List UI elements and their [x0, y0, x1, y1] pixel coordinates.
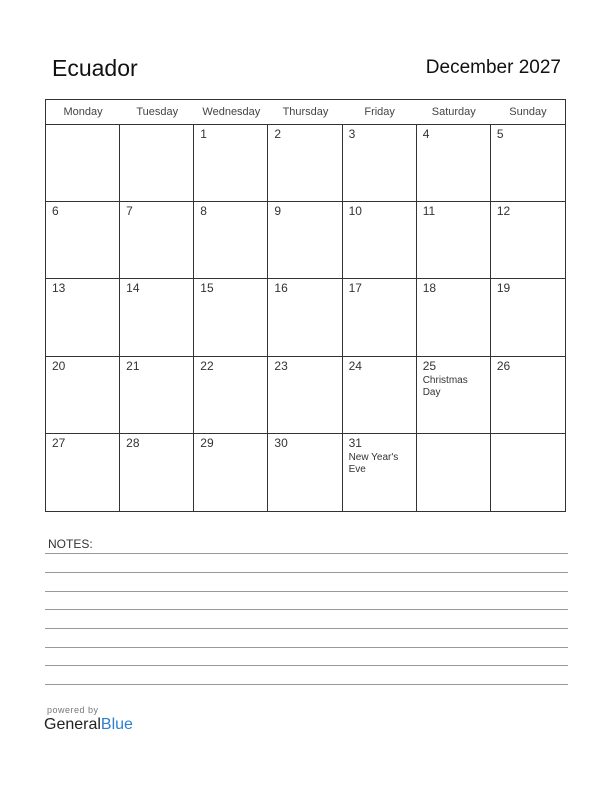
notes-line: [45, 665, 568, 666]
notes-line: [45, 628, 568, 629]
notes-line: [45, 609, 568, 610]
day-cell: [120, 357, 194, 434]
day-cell: [194, 202, 268, 279]
day-cell: [491, 125, 565, 202]
day-cell: [343, 202, 417, 279]
day-number: 17: [348, 281, 362, 296]
day-cell: [343, 357, 417, 434]
day-number: 18: [422, 281, 437, 296]
country-title: Ecuador: [52, 55, 138, 81]
weekday-header: Thursday: [282, 106, 329, 118]
day-cells: [46, 125, 565, 511]
notes-line: [45, 572, 568, 573]
day-cell: [417, 357, 491, 434]
weekday-header: Tuesday: [136, 106, 179, 118]
notes-line: [45, 647, 568, 648]
day-number: 6: [52, 204, 59, 219]
day-cell: [491, 279, 565, 356]
day-number: 29: [200, 435, 214, 450]
day-number: 19: [496, 281, 511, 296]
holiday-label: Christmas Day: [422, 374, 468, 398]
day-cell: [268, 125, 342, 202]
brand-name-general: General: [44, 716, 101, 733]
day-number: 27: [52, 435, 66, 450]
day-cell: [46, 279, 120, 356]
day-cell: [120, 125, 194, 202]
day-number: 26: [496, 358, 511, 373]
day-cell: [46, 202, 120, 279]
day-number: 24: [348, 358, 362, 373]
day-number: 31: [348, 435, 362, 450]
day-cell: [417, 434, 491, 511]
calendar-grid: [45, 99, 566, 512]
day-cell: [268, 202, 342, 279]
day-cell: [120, 279, 194, 356]
day-number: 9: [274, 204, 282, 219]
day-number: 23: [274, 358, 288, 373]
day-number: 20: [52, 358, 66, 373]
notes-label: NOTES:: [48, 537, 93, 551]
day-cell: [343, 279, 417, 356]
day-cell: [417, 202, 491, 279]
day-number: 5: [496, 127, 504, 141]
day-cell: [194, 279, 268, 356]
day-number: 8: [200, 204, 207, 219]
day-cell: [491, 434, 565, 511]
day-number: 1: [200, 127, 207, 141]
brand-logo: [44, 716, 133, 734]
day-cell: [343, 125, 417, 202]
day-number: 22: [200, 358, 214, 373]
notes-line: [45, 553, 568, 554]
weekday-header: Saturday: [431, 106, 476, 118]
holiday-label: New Year's Eve: [348, 451, 399, 475]
brand-name-blue: Blue: [100, 716, 133, 733]
month-title: December 2027: [425, 57, 561, 78]
day-number: 16: [274, 281, 288, 296]
day-number: 28: [126, 435, 140, 450]
day-cell: [268, 279, 342, 356]
weekday-header: Wednesday: [202, 106, 261, 118]
day-cell: [194, 357, 268, 434]
day-cell: [120, 202, 194, 279]
day-cell: [46, 434, 120, 511]
day-number: 21: [126, 358, 140, 373]
day-cell: [268, 357, 342, 434]
day-cell: [194, 434, 268, 511]
day-cell: [268, 434, 342, 511]
weekday-header: Friday: [364, 106, 395, 118]
weekday-header: Sunday: [509, 106, 547, 118]
day-cell: [491, 357, 565, 434]
day-number: 12: [496, 204, 511, 219]
notes-line: [45, 684, 568, 685]
day-number: 14: [126, 281, 140, 296]
day-number: 7: [126, 204, 133, 219]
day-cell: [343, 434, 417, 511]
day-number: 2: [274, 127, 282, 141]
day-number: 11: [422, 204, 436, 219]
day-cell: [491, 202, 565, 279]
day-cell: [120, 434, 194, 511]
day-number: 15: [200, 281, 214, 296]
day-number: 4: [422, 127, 430, 141]
day-number: 25: [422, 358, 437, 373]
day-cell: [417, 125, 491, 202]
day-number: 10: [348, 204, 362, 219]
day-cell: [417, 279, 491, 356]
day-cell: [194, 125, 268, 202]
day-number: 30: [274, 435, 288, 450]
day-cell: [46, 125, 120, 202]
weekday-header-row: [46, 100, 565, 125]
day-number: 3: [348, 127, 356, 141]
weekday-header: Monday: [63, 106, 103, 118]
day-number: 13: [52, 281, 66, 296]
powered-by-text: powered by: [47, 705, 99, 715]
day-cell: [46, 357, 120, 434]
notes-line: [45, 591, 568, 592]
